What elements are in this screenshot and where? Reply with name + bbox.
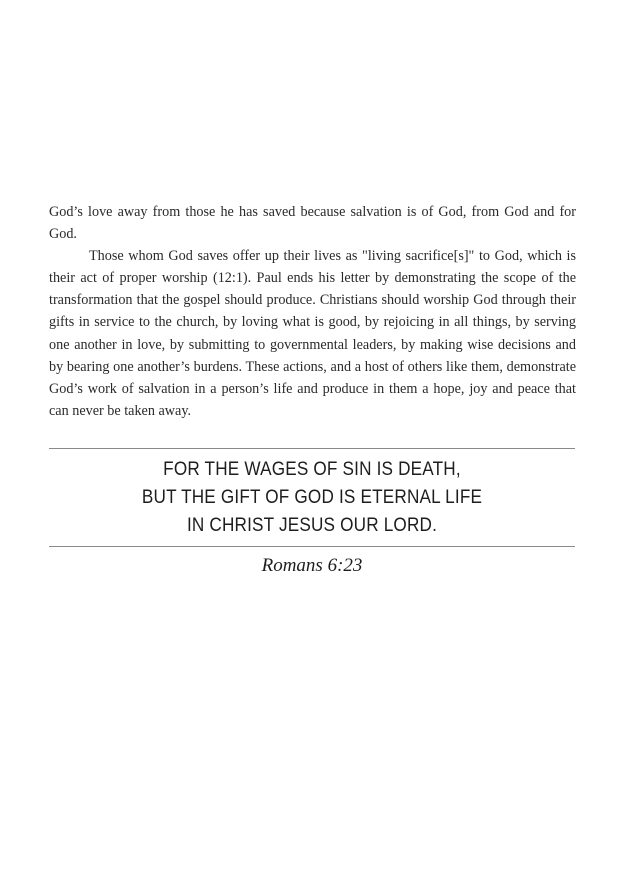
paragraph-continued: God’s love away from those he has saved because salvation is of God, from God and for God. [49, 204, 576, 243]
bottom-divider [49, 546, 575, 547]
pull-quote-line-3: IN CHRIST JESUS OUR LORD. [186, 514, 438, 536]
pull-quote-line-2: BUT THE GIFT OF GOD IS ETERNAL LIFE [141, 486, 483, 508]
body-text [49, 201, 576, 422]
pull-quote-line-1: FOR THE WAGES OF SIN IS DEATH, [163, 458, 461, 480]
top-divider [49, 448, 575, 449]
scripture-citation: Romans 6:23 [261, 555, 363, 576]
pull-quote [81, 455, 544, 539]
paragraph-main: Those whom God saves offer up their lives as "living sacrifice[s]" to God, which is their act of proper worship (12:1). Paul ends his letter by demonstrating the scope of the transformation that the gospel should produce. Christians should worship God through their gifts in service to the church, by loving what is good, by rejoicing in all things, by serving one another in love, by submitting to governmental leaders, by making wise decisions and by bearing one another’s burdens. These actions, and a host of others like them, demonstrate God’s work of salvation in a person’s life and produce in them a hope, joy and peace that can never be taken away. [49, 248, 576, 419]
